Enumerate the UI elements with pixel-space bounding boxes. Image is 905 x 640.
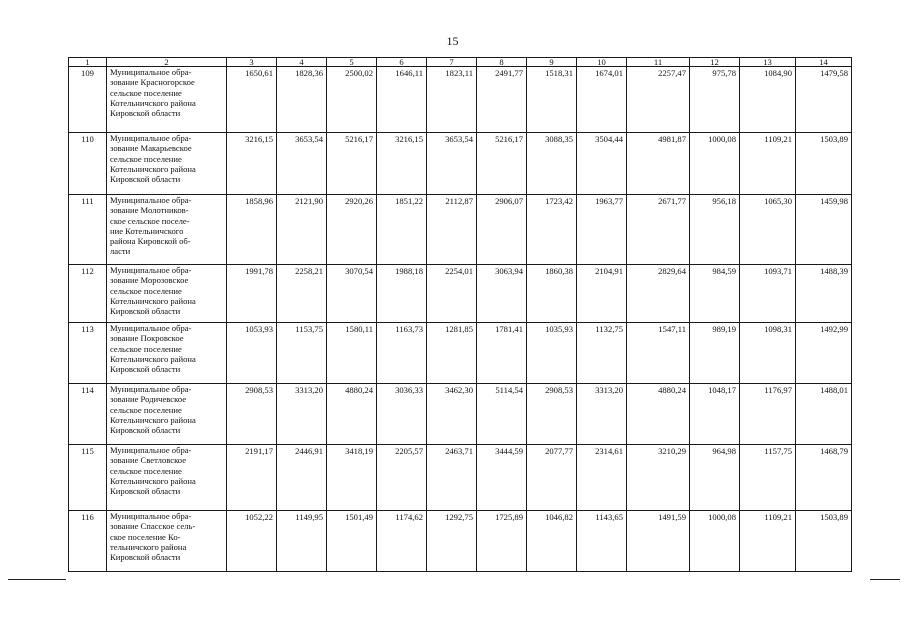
value-cell-col-6: 1646,11 (377, 67, 427, 133)
value-cell-col-11: 1547,11 (627, 323, 690, 384)
value-cell-col-14: 1459,98 (796, 195, 852, 265)
municipality-name-line: Муниципальное обра- (110, 445, 192, 455)
value-cell-col-4: 2446,91 (277, 445, 327, 511)
municipality-name-line: зование Красногорское (110, 77, 195, 88)
municipality-name-line: зование Макарьевское (110, 143, 192, 154)
value-cell-col-9: 1860,38 (527, 265, 577, 323)
value-cell-col-5: 5216,17 (327, 133, 377, 195)
column-number-7: 7 (427, 58, 477, 67)
value-cell-col-8: 2491,77 (477, 67, 527, 133)
value-cell-col-10: 3313,20 (577, 384, 627, 445)
value-cell-col-14: 1479,58 (796, 67, 852, 133)
row-number-cell: 115 (69, 445, 107, 511)
column-number-5: 5 (327, 58, 377, 67)
value-cell-col-3: 2908,53 (227, 384, 277, 445)
column-number-12: 12 (690, 58, 740, 67)
municipality-name-line: Кировской области (110, 425, 181, 436)
value-cell-col-11: 3210,29 (627, 445, 690, 511)
municipality-name-line: сельское поселение (110, 285, 182, 296)
value-cell-col-12: 956,18 (690, 195, 740, 265)
data-table (68, 57, 852, 572)
value-cell-col-8: 1725,89 (477, 511, 527, 572)
value-cell-col-10: 2314,61 (577, 445, 627, 511)
municipality-name-line: Котельничского района (110, 295, 196, 306)
value-cell-col-14: 1503,89 (796, 133, 852, 195)
municipality-name-line: Муниципальное обра- (110, 384, 192, 394)
value-cell-col-6: 1851,22 (377, 195, 427, 265)
value-cell-col-7: 1823,11 (427, 67, 477, 133)
table-row (69, 195, 852, 265)
value-cell-col-13: 1109,21 (740, 511, 796, 572)
row-number-cell: 111 (69, 195, 107, 265)
table-row (69, 133, 852, 195)
value-cell-col-14: 1488,01 (796, 384, 852, 445)
municipality-name-line: Кировской области (110, 364, 181, 375)
municipality-name-cell (107, 133, 227, 195)
municipality-name-cell (107, 384, 227, 445)
value-cell-col-7: 1292,75 (427, 511, 477, 572)
municipality-name-line: тельничского района (110, 541, 187, 552)
municipality-name-line: сельское поселение (110, 153, 182, 164)
municipality-name-line: зование Морозовское (110, 275, 189, 286)
municipality-name-line: ласти (110, 246, 131, 257)
value-cell-col-3: 2191,17 (227, 445, 277, 511)
municipality-name-line: сельское поселение (110, 404, 182, 415)
value-cell-col-13: 1098,31 (740, 323, 796, 384)
value-cell-col-3: 1650,61 (227, 67, 277, 133)
column-number-14: 14 (796, 58, 852, 67)
value-cell-col-8: 1781,41 (477, 323, 527, 384)
value-cell-col-3: 1991,78 (227, 265, 277, 323)
value-cell-col-6: 3216,15 (377, 133, 427, 195)
value-cell-col-11: 1491,59 (627, 511, 690, 572)
value-cell-col-9: 1723,42 (527, 195, 577, 265)
row-number-cell: 116 (69, 511, 107, 572)
row-number-cell: 113 (69, 323, 107, 384)
column-number-row (69, 58, 852, 67)
value-cell-col-9: 2077,77 (527, 445, 577, 511)
value-cell-col-5: 2920,26 (327, 195, 377, 265)
municipality-name-cell (107, 445, 227, 511)
value-cell-col-12: 1000,08 (690, 511, 740, 572)
municipality-name-line: зование Родичевское (110, 394, 187, 405)
bottom-rule-right (870, 579, 900, 580)
value-cell-col-9: 1046,82 (527, 511, 577, 572)
municipality-name-line: Муниципальное обра- (110, 133, 192, 143)
value-cell-col-9: 1035,93 (527, 323, 577, 384)
value-cell-col-10: 1963,77 (577, 195, 627, 265)
value-cell-col-13: 1176,97 (740, 384, 796, 445)
value-cell-col-13: 1093,71 (740, 265, 796, 323)
value-cell-col-13: 1084,90 (740, 67, 796, 133)
value-cell-col-12: 975,78 (690, 67, 740, 133)
value-cell-col-12: 1048,17 (690, 384, 740, 445)
value-cell-col-8: 5216,17 (477, 133, 527, 195)
value-cell-col-3: 3216,15 (227, 133, 277, 195)
value-cell-col-13: 1065,30 (740, 195, 796, 265)
value-cell-col-6: 1174,62 (377, 511, 427, 572)
value-cell-col-7: 3653,54 (427, 133, 477, 195)
value-cell-col-6: 1163,73 (377, 323, 427, 384)
column-number-1: 1 (69, 58, 107, 67)
value-cell-col-5: 1580,11 (327, 323, 377, 384)
municipality-name-cell (107, 511, 227, 572)
column-number-10: 10 (577, 58, 627, 67)
table-row (69, 511, 852, 572)
column-number-3: 3 (227, 58, 277, 67)
value-cell-col-10: 1674,01 (577, 67, 627, 133)
municipality-name-line: Котельничского района (110, 97, 196, 108)
value-cell-col-10: 3504,44 (577, 133, 627, 195)
value-cell-col-6: 3036,33 (377, 384, 427, 445)
municipality-name-line: Кировской области (110, 174, 181, 185)
value-cell-col-6: 1988,18 (377, 265, 427, 323)
value-cell-col-7: 2463,71 (427, 445, 477, 511)
value-cell-col-10: 1132,75 (577, 323, 627, 384)
municipality-name-line: сельское поселение (110, 465, 182, 476)
municipality-name-cell (107, 265, 227, 323)
municipality-name-line: зование Молотников- (110, 205, 189, 216)
value-cell-col-7: 1281,85 (427, 323, 477, 384)
table-row (69, 323, 852, 384)
value-cell-col-4: 1153,75 (277, 323, 327, 384)
value-cell-col-4: 2258,21 (277, 265, 327, 323)
value-cell-col-8: 5114,54 (477, 384, 527, 445)
municipality-name-line: Котельничского района (110, 163, 196, 174)
row-number-cell: 110 (69, 133, 107, 195)
value-cell-col-14: 1488,39 (796, 265, 852, 323)
municipality-name-line: ское сельское поселе- (110, 215, 190, 226)
value-cell-col-4: 3653,54 (277, 133, 327, 195)
value-cell-col-11: 2257,47 (627, 67, 690, 133)
municipality-name-line: Муниципальное обра- (110, 265, 192, 275)
municipality-name-line: Котельничского района (110, 475, 196, 486)
value-cell-col-5: 4880,24 (327, 384, 377, 445)
municipality-name-line: Котельничского района (110, 414, 196, 425)
value-cell-col-4: 1149,95 (277, 511, 327, 572)
row-number-cell: 114 (69, 384, 107, 445)
value-cell-col-11: 2671,77 (627, 195, 690, 265)
value-cell-col-8: 3063,94 (477, 265, 527, 323)
value-cell-col-9: 3088,35 (527, 133, 577, 195)
value-cell-col-7: 2112,87 (427, 195, 477, 265)
municipality-name-line: Муниципальное обра- (110, 511, 192, 521)
column-number-13: 13 (740, 58, 796, 67)
municipality-name-line: ское поселение Ко- (110, 531, 181, 542)
value-cell-col-5: 3418,19 (327, 445, 377, 511)
municipality-name-line: ние Котельничского (110, 225, 184, 236)
row-number-cell: 109 (69, 67, 107, 133)
table-row (69, 67, 852, 133)
value-cell-col-7: 3462,30 (427, 384, 477, 445)
value-cell-col-9: 1518,31 (527, 67, 577, 133)
value-cell-col-11: 2829,64 (627, 265, 690, 323)
column-number-4: 4 (277, 58, 327, 67)
value-cell-col-14: 1468,79 (796, 445, 852, 511)
table-row (69, 445, 852, 511)
municipality-name-cell (107, 323, 227, 384)
table-row (69, 265, 852, 323)
municipality-name-line: сельское поселение (110, 343, 182, 354)
municipality-name-line: Котельничского района (110, 353, 196, 364)
value-cell-col-11: 4880,24 (627, 384, 690, 445)
column-number-9: 9 (527, 58, 577, 67)
value-cell-col-12: 989,19 (690, 323, 740, 384)
value-cell-col-12: 1000,08 (690, 133, 740, 195)
value-cell-col-4: 2121,90 (277, 195, 327, 265)
column-number-11: 11 (627, 58, 690, 67)
value-cell-col-10: 2104,91 (577, 265, 627, 323)
value-cell-col-7: 2254,01 (427, 265, 477, 323)
municipality-name-cell (107, 67, 227, 133)
municipality-name-line: Муниципальное обра- (110, 195, 192, 205)
value-cell-col-6: 2205,57 (377, 445, 427, 511)
value-cell-col-8: 2906,07 (477, 195, 527, 265)
municipality-name-line: зование Светловское (110, 455, 187, 466)
column-number-8: 8 (477, 58, 527, 67)
value-cell-col-4: 1828,36 (277, 67, 327, 133)
value-cell-col-5: 2500,02 (327, 67, 377, 133)
municipality-name-line: Кировской области (110, 108, 181, 119)
bottom-rule-left (8, 579, 66, 580)
value-cell-col-14: 1503,89 (796, 511, 852, 572)
value-cell-col-11: 4981,87 (627, 133, 690, 195)
municipality-name-line: зование Спасское сель- (110, 521, 196, 532)
column-number-6: 6 (377, 58, 427, 67)
page-number: 15 (446, 34, 459, 48)
value-cell-col-4: 3313,20 (277, 384, 327, 445)
value-cell-col-14: 1492,99 (796, 323, 852, 384)
value-cell-col-3: 1052,22 (227, 511, 277, 572)
municipality-name-line: сельское поселение (110, 87, 182, 98)
value-cell-col-12: 984,59 (690, 265, 740, 323)
value-cell-col-8: 3444,59 (477, 445, 527, 511)
row-number-cell: 112 (69, 265, 107, 323)
value-cell-col-3: 1858,96 (227, 195, 277, 265)
municipality-name-line: Кировской области (110, 486, 181, 497)
municipality-name-line: Кировской области (110, 306, 181, 317)
column-number-2: 2 (107, 58, 227, 67)
value-cell-col-9: 2908,53 (527, 384, 577, 445)
value-cell-col-13: 1109,21 (740, 133, 796, 195)
table-row (69, 384, 852, 445)
value-cell-col-10: 1143,65 (577, 511, 627, 572)
municipality-name-line: Муниципальное обра- (110, 323, 192, 333)
municipality-name-line: зование Покровское (110, 333, 184, 344)
value-cell-col-5: 1501,49 (327, 511, 377, 572)
municipality-name-cell (107, 195, 227, 265)
municipality-name-line: Муниципальное обра- (110, 67, 192, 77)
value-cell-col-13: 1157,75 (740, 445, 796, 511)
value-cell-col-5: 3070,54 (327, 265, 377, 323)
municipality-name-line: района Кировской об- (110, 236, 191, 247)
value-cell-col-12: 964,98 (690, 445, 740, 511)
value-cell-col-3: 1053,93 (227, 323, 277, 384)
municipality-name-line: Кировской области (110, 552, 181, 563)
